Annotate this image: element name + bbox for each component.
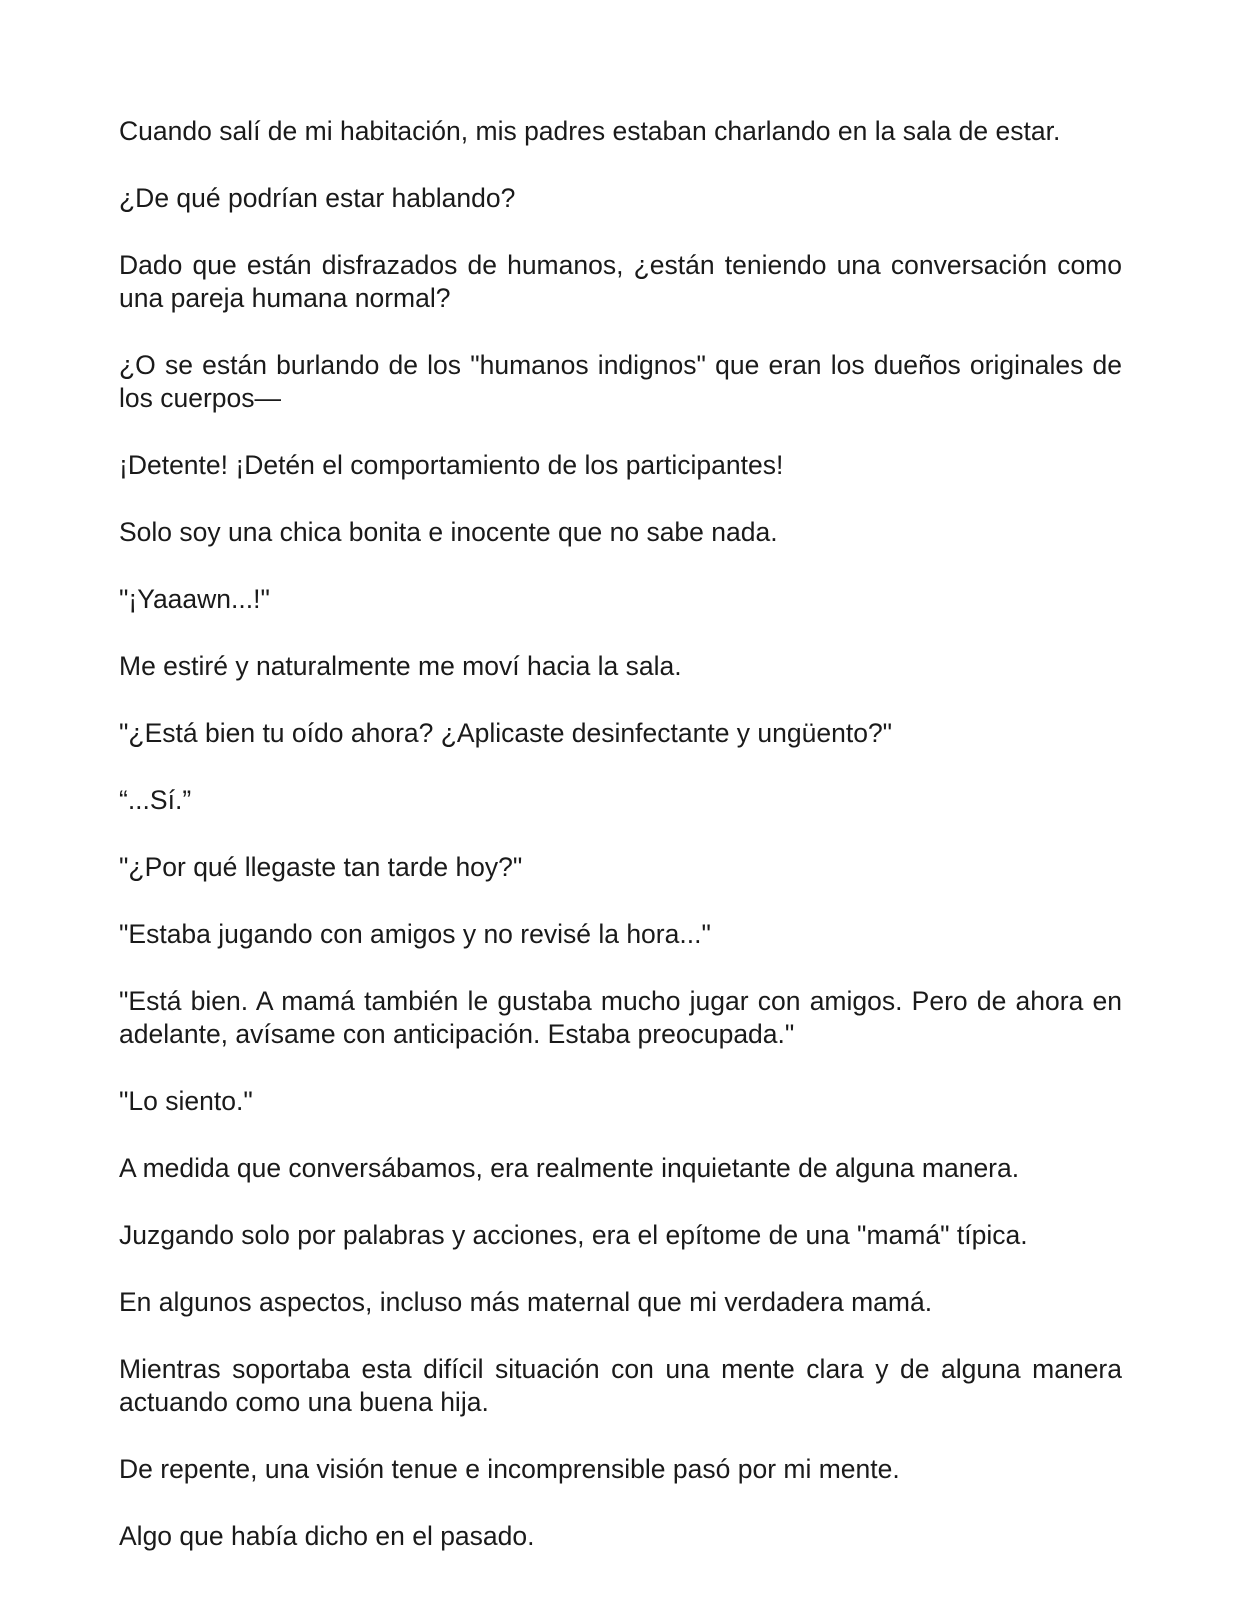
paragraph: Algo que había dicho en el pasado. xyxy=(119,1521,535,1551)
paragraph: Me estiré y naturalmente me moví hacia la sala. xyxy=(119,651,682,681)
paragraph: "¿Por qué llegaste tan tarde hoy?" xyxy=(119,852,523,882)
paragraph: ¿O se están burlando de los "humanos indignos" que eran los dueños originales de los cuerpos— xyxy=(119,350,1122,413)
paragraph: "Estaba jugando con amigos y no revisé la hora..." xyxy=(119,919,711,949)
paragraph: ¿De qué podrían estar hablando? xyxy=(119,183,516,213)
paragraph: ¡Detente! ¡Detén el comportamiento de los participantes! xyxy=(119,450,784,480)
paragraph: Solo soy una chica bonita e inocente que no sabe nada. xyxy=(119,517,778,547)
paragraph: “...Sí.” xyxy=(119,785,192,815)
paragraph: Dado que están disfrazados de humanos, ¿están teniendo una conversación como una pareja humana normal? xyxy=(119,250,1122,313)
paragraph: Juzgando solo por palabras y acciones, era el epítome de una "mamá" típica. xyxy=(119,1220,1028,1250)
paragraph: Cuando salí de mi habitación, mis padres estaban charlando en la sala de estar. xyxy=(119,116,1061,146)
paragraph: A medida que conversábamos, era realmente inquietante de alguna manera. xyxy=(119,1153,1020,1183)
paragraph: Mientras soportaba esta difícil situación con una mente clara y de alguna manera actuando como una buena hija. xyxy=(119,1354,1122,1417)
document-body xyxy=(119,115,1122,1587)
paragraph: De repente, una visión tenue e incomprensible pasó por mi mente. xyxy=(119,1454,900,1484)
paragraph: "Lo siento." xyxy=(119,1086,253,1116)
paragraph: "¡Yaaawn...!" xyxy=(119,584,270,614)
paragraph: "Está bien. A mamá también le gustaba mucho jugar con amigos. Pero de ahora en adelante, avísame con anticipación. Estaba preocupada." xyxy=(119,986,1122,1049)
paragraph: En algunos aspectos, incluso más maternal que mi verdadera mamá. xyxy=(119,1287,933,1317)
paragraph: "¿Está bien tu oído ahora? ¿Aplicaste desinfectante y ungüento?" xyxy=(119,718,893,748)
